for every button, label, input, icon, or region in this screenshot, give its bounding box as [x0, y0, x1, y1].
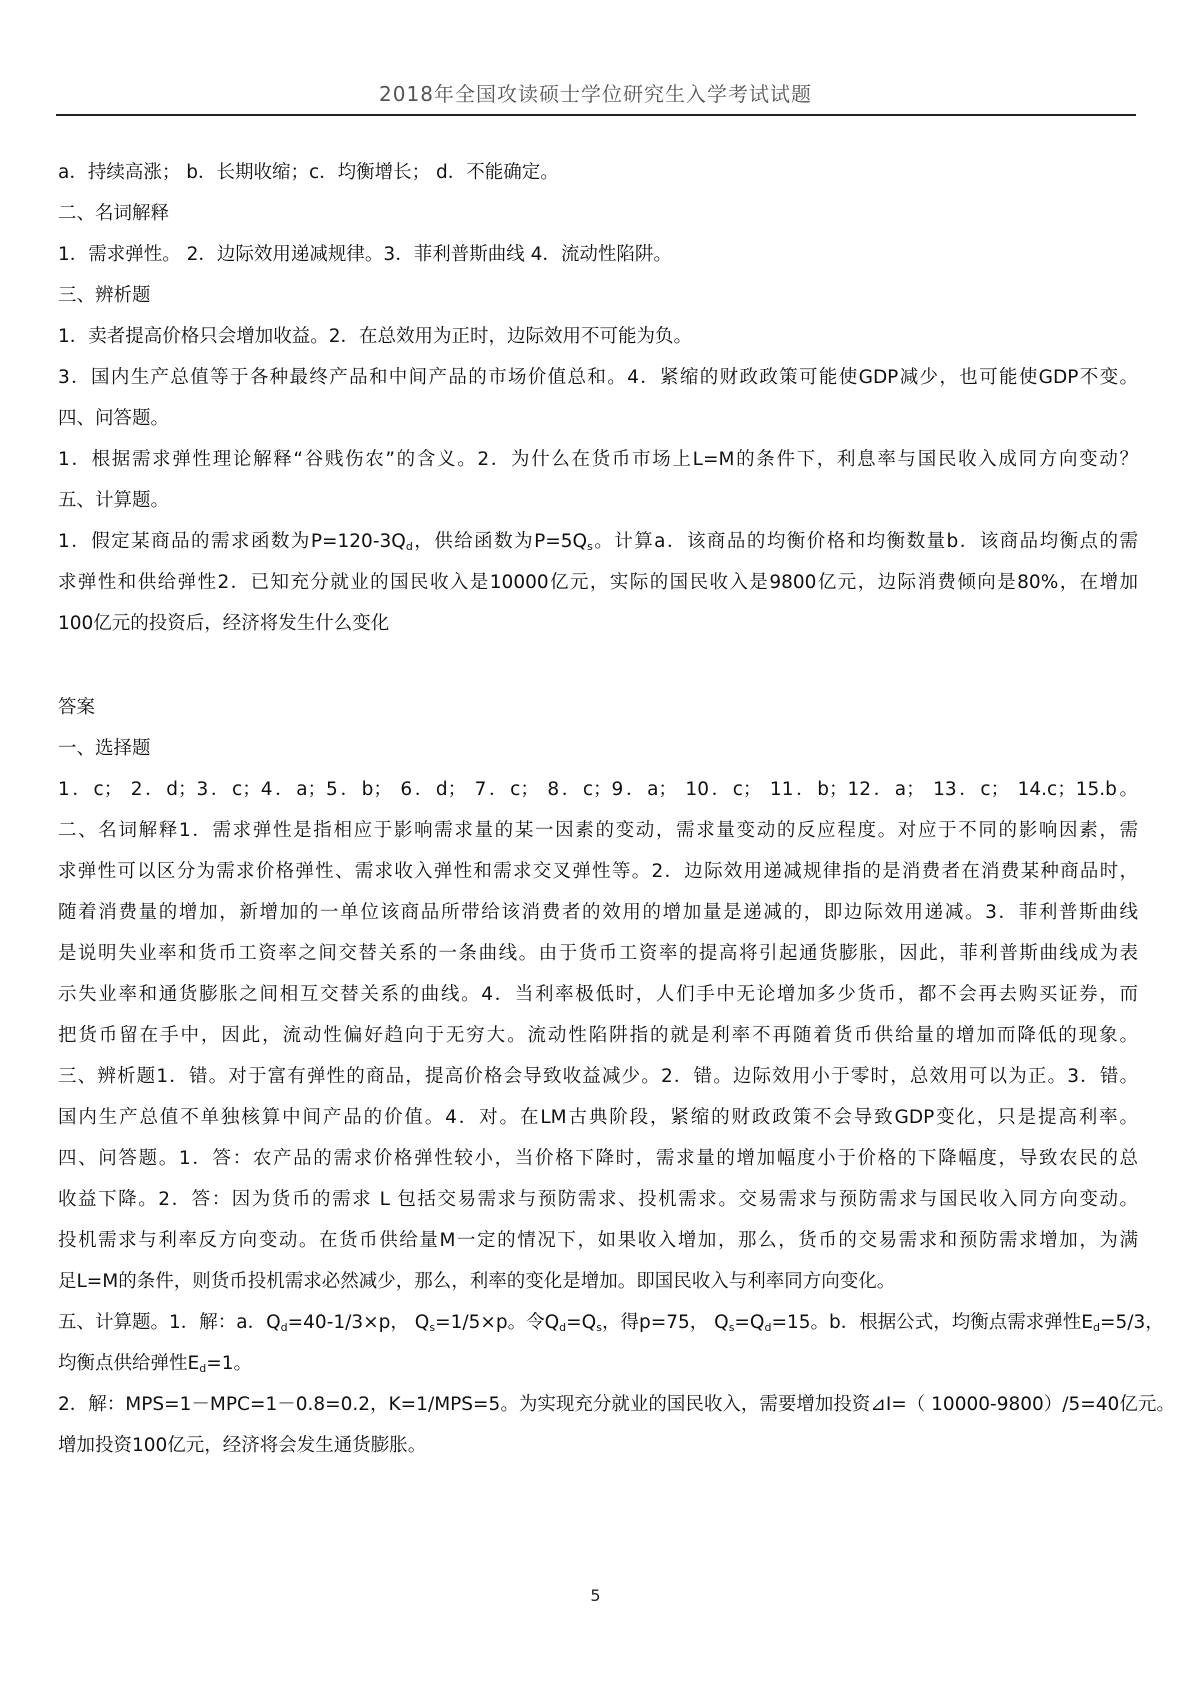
- text-line: 3．国内生产总值等于各种最终产品和中间产品的市场价值总和。4．紧缩的财政政策可能使GDP减少，也可能使GDP不变。: [58, 367, 1138, 388]
- text-line: 1．需求弹性。 2．边际效用递减规律。3．菲利普斯曲线 4．流动性陷阱。: [58, 244, 672, 265]
- section-heading: 三、辨析题: [58, 285, 151, 306]
- text-line: 把货币留在手中，因此，流动性偏好趋向于无穷大。流动性陷阱指的就是利率不再随着货币供给量的增加而降低的现象。: [58, 1025, 1138, 1046]
- text-line: 求弹性可以区分为需求价格弹性、需求收入弹性和需求交叉弹性等。2．边际效用递减规律指的是消费者在消费某种商品时，: [58, 861, 1138, 882]
- text-line: 收益下降。2．答：因为货币的需求 L 包括交易需求与预防需求、投机需求。交易需求与预防需求与国民收入同方向变动。: [58, 1189, 1138, 1210]
- text-line: a．持续高涨； b．长期收缩；c．均衡增长； d．不能确定。: [58, 162, 559, 183]
- text-line: 1．卖者提高价格只会增加收益。2．在总效用为正时，边际效用不可能为负。: [58, 326, 693, 347]
- text-line: 四、问答题。1．答：农产品的需求价格弹性较小，当价格下降时，需求量的增加幅度小于价格的下降幅度，导致农民的总: [58, 1148, 1138, 1169]
- text-line: 1．根据需求弹性理论解释“谷贱伤农”的含义。2．为什么在货币市场上L=M的条件下，利息率与国民收入成同方向变动？: [58, 449, 1138, 470]
- text-line: 足L=M的条件，则货币投机需求必然减少，那么，利率的变化是增加。即国民收入与利率同方向变化。: [58, 1271, 896, 1292]
- text-line: 二、名词解释1．需求弹性是指相应于影响需求量的某一因素的变动，需求量变动的反应程度。对应于不同的影响因素，需: [58, 820, 1138, 841]
- page-header: 2018年全国攻读硕士学位研究生入学考试试题: [379, 82, 812, 106]
- answer-choices: 1．c； 2．d；3．c；4．a；5．b； 6．d； 7．c； 8．c；9．a； 10．c； 11．b；12．a； 13．c； 14.c；15.b。: [58, 779, 1138, 800]
- text-line: 增加投资100亿元，经济将会发生通货膨胀。: [58, 1435, 427, 1456]
- text-line: 随着消费量的增加，新增加的一单位该商品所带给该消费者的效用的增加量是递减的，即边际效用递减。3．菲利普斯曲线: [58, 902, 1138, 923]
- section-heading: 四、问答题。: [58, 408, 170, 429]
- text-line: 2．解：MPS=1－MPC=1－0.8=0.2，K=1/MPS=5。为实现充分就业的国民收入，需要增加投资⊿I=（ 10000-9800）/5=40亿元。: [58, 1394, 1175, 1415]
- section-heading: 一、选择题: [58, 738, 151, 759]
- section-heading: 二、名词解释: [58, 203, 170, 224]
- header-rule: [56, 114, 1136, 116]
- text-line-formula: 1．假定某商品的需求函数为$P=120-3Q_d$，供给函数为$P=5Q_s$。计算a．该商品的均衡价格和均衡数量b．该商品均衡点的需: [58, 531, 1138, 553]
- page-number: 5: [590, 1586, 601, 1605]
- text-line: 国内生产总值不单独核算中间产品的价值。4．对。在LM古典阶段，紧缩的财政政策不会导致GDP变化，只是提高利率。: [58, 1107, 1138, 1128]
- text-line: 求弹性和供给弹性2．已知充分就业的国民收入是10000亿元，实际的国民收入是9800亿元，边际消费倾向是80%，在增加: [58, 572, 1138, 593]
- text-line: 是说明失业率和货币工资率之间交替关系的一条曲线。由于货币工资率的提高将引起通货膨胀，因此，菲利普斯曲线成为表: [58, 943, 1138, 964]
- answer-heading: 答案: [58, 697, 96, 718]
- text-line: 三、辨析题1．错。对于富有弹性的商品，提高价格会导致收益减少。2．错。边际效用小于零时，总效用可以为正。3．错。: [58, 1066, 1138, 1087]
- section-heading: 五、计算题。: [58, 490, 170, 511]
- text-line: 示失业率和通货膨胀之间相互交替关系的曲线。4．当利率极低时，人们手中无论增加多少货币，都不会再去购买证券，而: [58, 984, 1138, 1005]
- text-line: 投机需求与利率反方向变动。在货币供给量M一定的情况下，如果收入增加，那么，货币的交易需求和预防需求增加，为满: [58, 1230, 1138, 1251]
- text-line-formula: 均衡点供给弹性$E_d=1$。: [58, 1353, 252, 1375]
- text-line-formula: 五、计算题。1．解：a．$Q_d=40-1/3\times p$， $Q_s=1/5\times p$。令$Q_d=Q_s$，得p=75， $Q_s=Q_d=15$。b．根据公式，均衡点需求弹性$E_d=5/3$，: [58, 1312, 1164, 1334]
- text-line: 100亿元的投资后，经济将发生什么变化: [58, 613, 390, 634]
